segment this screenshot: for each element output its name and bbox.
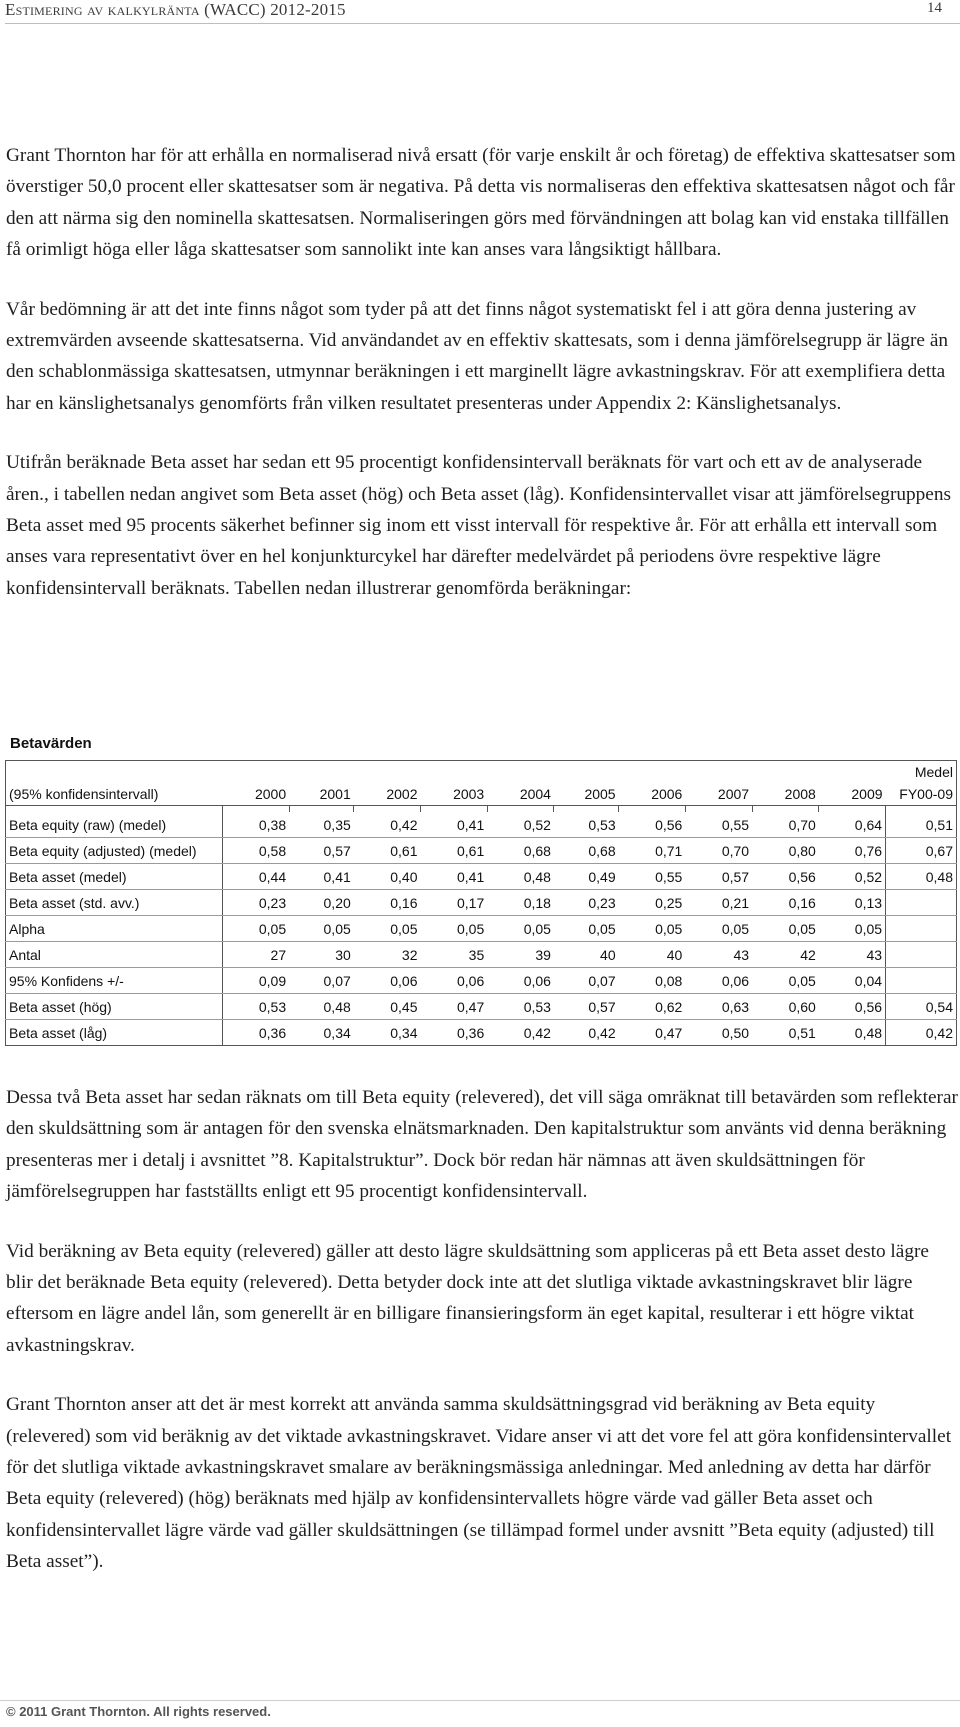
column-header: FY00-09 [886,783,957,806]
table-cell: 0,06 [487,968,554,994]
table-cell: 0,42 [487,1020,554,1046]
table-cell: 0,60 [752,994,819,1020]
table-cell [886,942,957,968]
column-header: 2004 [487,783,554,806]
table-cell: 0,36 [421,1020,488,1046]
table-cell: 0,61 [421,838,488,864]
table-cell: 0,38 [222,812,289,838]
paragraph: Dessa två Beta asset har sedan räknats om till Beta equity (relevered), det vill säga omräknat till betavärden som reflekterar den skuldsättning som är antagen för den svenska elnätsmarknaden. Den kapitalstruktur som använts vid denna beräkning presenteras mer i detalj i avsnittet ”8. Kapitalstruktur”. Dock bör redan här nämnas att även skuldsättningen för jämförelsegruppen har fastställts enligt ett 95 procentigt konfidensintervall. [6,1087,958,1203]
column-header: 2000 [222,783,289,806]
table-cell: 0,54 [886,994,957,1020]
table-cell: 0,05 [421,916,488,942]
column-header: 2003 [421,783,488,806]
table-cell: 0,35 [289,812,354,838]
table-cell: 0,44 [222,864,289,890]
document-title: Estimering av kalkylränta (WACC) 2012-2015 [5,0,346,19]
row-label: Beta asset (låg) [6,1020,223,1046]
table-cell: 0,06 [421,968,488,994]
column-header: 2005 [554,783,619,806]
table-cell: 0,76 [819,838,886,864]
row-label: Antal [6,942,223,968]
page-header [0,0,960,24]
table-cell: 0,07 [289,968,354,994]
table-row [6,994,957,1020]
table-cell: 0,16 [354,890,421,916]
row-label: Beta asset (std. avv.) [6,890,223,916]
table-cell: 0,58 [222,838,289,864]
table-cell: 0,17 [421,890,488,916]
paragraph: Grant Thornton anser att det är mest korrekt att använda samma skuldsättningsgrad vid beräkning av Beta equity (relevered) som vid beräknig av det viktade avkastningskravet. Vidare anser vi att det vore fel att göra konfidensintervallet för det slutliga viktade avkastningskravet smalare av beräkningsmässiga anledningar. Med anledning av detta har därför Beta equity (relevered) (hög) beräknats med hjälp av konfidensintervallets högre värde vad gäller Beta asset och konfidensintervallet lägre värde vad gäller skuldsättningen (se tillämpad formel under avsnitt ”Beta equity (adjusted) till Beta asset”). [6,1394,952,1573]
table-cell: 0,41 [289,864,354,890]
table-cell: 0,07 [554,968,619,994]
table-cell: 0,34 [289,1020,354,1046]
table-cell: 0,48 [819,1020,886,1046]
table-cell: 0,47 [619,1020,686,1046]
column-header: 2009 [819,783,886,806]
table-cell: 0,52 [819,864,886,890]
table-cell: 0,55 [685,812,752,838]
table-cell: 0,25 [619,890,686,916]
table-cell: 0,05 [619,916,686,942]
table-cell: 0,05 [685,916,752,942]
table-cell: 0,62 [619,994,686,1020]
table-cell: 0,23 [554,890,619,916]
table-cell: 0,06 [354,968,421,994]
table-cell: 0,57 [685,864,752,890]
table-cell: 0,21 [685,890,752,916]
table-cell: 0,53 [222,994,289,1020]
table-cell: 0,45 [354,994,421,1020]
table-cell: 0,13 [819,890,886,916]
column-header: 2002 [354,783,421,806]
paragraph: Utifrån beräknade Beta asset har sedan ett 95 procentigt konfidensintervall beräknats för vart och ett av de analyserade åren., i tabellen nedan angivet som Beta asset (hög) och Beta asset (låg). Konfidensintervallet visar att jämförelsegruppens Beta asset med 95 procents säkerhet befinner sig inom ett visst intervall för respektive år. För att erhålla ett intervall som anses vara representativt över en hel konjunkturcykel har därefter medelvärdet på periodens övre respektive lägre konfidensintervall beräknats. Tabellen nedan illustrerar genomförda beräkningar: [6,452,951,599]
table-cell: 0,16 [752,890,819,916]
table-cell: 42 [752,942,819,968]
table-row [6,916,957,942]
table-cell: 0,80 [752,838,819,864]
table-cell: 0,41 [421,812,488,838]
table-cell: 0,71 [619,838,686,864]
table-cell: 0,41 [421,864,488,890]
table-row [6,890,957,916]
table-cell: 0,70 [685,838,752,864]
table-cell: 0,05 [752,968,819,994]
table-cell: 0,68 [554,838,619,864]
table-cell: 0,51 [752,1020,819,1046]
table-cell: 0,63 [685,994,752,1020]
table-row [6,968,957,994]
table-cell [886,968,957,994]
footer-divider [0,1700,960,1701]
table-cell: 0,08 [619,968,686,994]
table-cell: 0,64 [819,812,886,838]
table-cell: 0,05 [289,916,354,942]
footer-copyright: © 2011 Grant Thornton. All rights reserved. [6,1704,271,1719]
table-cell: 0,34 [354,1020,421,1046]
table-cell: 0,70 [752,812,819,838]
table-cell: 0,42 [554,1020,619,1046]
table-cell: 0,05 [752,916,819,942]
table-cell: 32 [354,942,421,968]
body-text-top [6,140,958,632]
table-cell: 0,48 [886,864,957,890]
table-row [6,812,957,838]
table-cell: 0,09 [222,968,289,994]
table-cell: 0,56 [619,812,686,838]
table-cell: 0,57 [554,994,619,1020]
table-cell: 0,05 [354,916,421,942]
table-cell: 0,56 [819,994,886,1020]
table-cell: 0,42 [354,812,421,838]
column-header: 2006 [619,783,686,806]
paragraph: Vår bedömning är att det inte finns något som tyder på att det finns något systematiskt fel i att göra denna justering av extremvärden avseende skattesatserna. Vid användandet av en effektiv skattesats, som i denna jämförelsegrupp är lägre än den schablonmässiga skattesatsen, utmynnar beräkningen i ett marginellt lägre avkastningskrav. För att exemplifiera detta har en känslighetsanalys genomförts från vilken resultatet presenteras under Appendix 2: Känslighetsanalys. [6,298,949,414]
table-title: Betavärden [10,735,92,752]
table-cell: 0,51 [886,812,957,838]
table-cell: 0,48 [289,994,354,1020]
paragraph: Grant Thornton har för att erhålla en normaliserad nivå ersatt (för varje enskilt år och företag) de effektiva skattesatser som överstiger 50,0 procent eller skattesatser som är negativa. På detta vis normaliseras den effektiva skattesatsen något och får den att närma sig den nominella skattesatsen. Normaliseringen görs med förvändningen att bolag kan vid enstaka tillfällen få orimligt höga eller låga skattesatser som sannolikt inte kan anses vara långsiktigt hållbara. [6,145,956,261]
table-row [6,942,957,968]
table-cell: 43 [819,942,886,968]
column-header: (95% konfidensintervall) [6,783,223,806]
table-cell: 0,42 [886,1020,957,1046]
table-cell: 0,05 [222,916,289,942]
paragraph: Vid beräkning av Beta equity (relevered) gäller att desto lägre skuldsättning som appliceras på ett Beta asset desto lägre blir det beräknade Beta equity (relevered). Detta betyder dock inte att det slutliga viktade avkastningskravet blir lägre eftersom en lägre andel lån, som generellt är en billigare finansieringsform än eget kapital, resulterar i ett högre viktat avkastningskrav. [6,1240,929,1356]
table-cell: 0,57 [289,838,354,864]
table-cell: 0,52 [487,812,554,838]
table-cell: 40 [554,942,619,968]
beta-table [5,760,957,1046]
table-cell: 0,56 [752,864,819,890]
table-cell: 0,04 [819,968,886,994]
table-cell: 0,05 [487,916,554,942]
body-text-bottom [6,1082,958,1606]
table-cell: 0,49 [554,864,619,890]
table-cell: 35 [421,942,488,968]
table-header-top-row [6,761,957,784]
table-cell: 27 [222,942,289,968]
table-cell: 39 [487,942,554,968]
table-cell: 0,23 [222,890,289,916]
table-cell: 0,48 [487,864,554,890]
table-cell: 0,06 [685,968,752,994]
table-cell: 30 [289,942,354,968]
table-cell: 0,20 [289,890,354,916]
table-cell: 43 [685,942,752,968]
header-divider [5,23,960,24]
table-row [6,864,957,890]
table-cell: 40 [619,942,686,968]
table-cell [886,916,957,942]
table-cell: 0,36 [222,1020,289,1046]
table-cell: 0,40 [354,864,421,890]
column-header: 2007 [685,783,752,806]
table-cell: 0,05 [819,916,886,942]
table-header-row [6,783,957,806]
row-label: Beta asset (hög) [6,994,223,1020]
row-label: Alpha [6,916,223,942]
row-label: Beta asset (medel) [6,864,223,890]
table-row [6,838,957,864]
table-cell: 0,50 [685,1020,752,1046]
table-cell: 0,55 [619,864,686,890]
table-cell: 0,18 [487,890,554,916]
row-label: Beta equity (raw) (medel) [6,812,223,838]
table-cell: 0,53 [554,812,619,838]
table-cell: 0,68 [487,838,554,864]
table-cell: 0,05 [554,916,619,942]
table-cell: 0,61 [354,838,421,864]
row-label: 95% Konfidens +/- [6,968,223,994]
table-row [6,1020,957,1046]
table-cell: 0,53 [487,994,554,1020]
column-header: 2001 [289,783,354,806]
table-cell [886,890,957,916]
medel-label: Medel [886,761,957,784]
row-label: Beta equity (adjusted) (medel) [6,838,223,864]
table-cell: 0,67 [886,838,957,864]
table-cell: 0,47 [421,994,488,1020]
page-number: 14 [927,0,942,16]
column-header: 2008 [752,783,819,806]
